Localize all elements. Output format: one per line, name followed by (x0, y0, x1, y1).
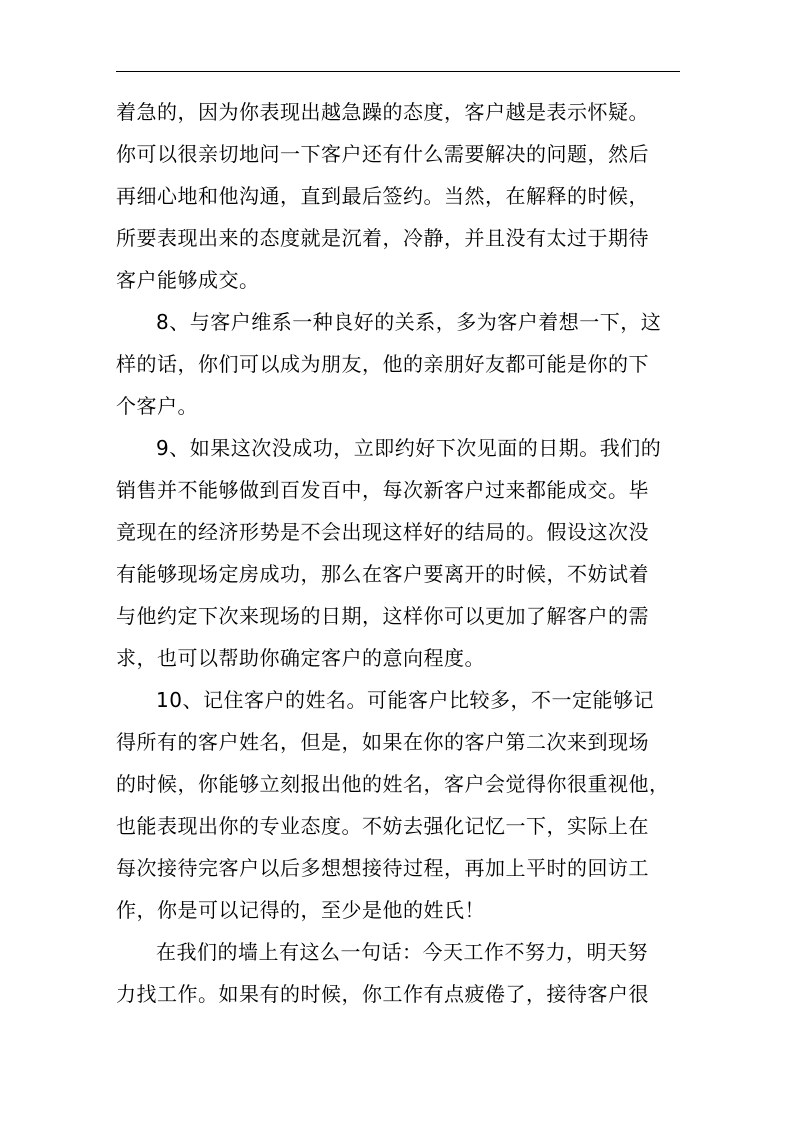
text-line: 销售并不能够做到百发百中，每次新客户过来都能成交。毕 (116, 478, 649, 502)
text-line: 个客户。 (116, 394, 198, 418)
text-line: 你可以很亲切地问一下客户还有什么需要解决的问题，然后 (116, 142, 649, 166)
paragraph-wall-start: 在我们的墙上有这么一句话：今天工作不努力，明天努 (156, 940, 648, 964)
header-rule (116, 71, 680, 72)
text-line: 得所有的客户姓名，但是，如果在你的客户第二次来到现场 (116, 730, 649, 754)
text-line: 求，也可以帮助你确定客户的意向程度。 (116, 646, 485, 670)
text-line: 客户能够成交。 (116, 268, 260, 292)
text-line: 与他约定下次来现场的日期，这样你可以更加了解客户的需 (116, 604, 649, 628)
text-line: 有能够现场定房成功，那么在客户要离开的时候，不妨试着 (116, 562, 649, 586)
text-line: 力找工作。如果有的时候，你工作有点疲倦了，接待客户很 (116, 982, 649, 1006)
text-line: 作，你是可以记得的，至少是他的姓氏！ (116, 898, 485, 922)
paragraph-9-start: 9、如果这次没成功，立即约好下次见面的日期。我们的 (156, 436, 662, 460)
text-line: 再细心地和他沟通，直到最后签约。当然，在解释的时候， (116, 184, 649, 208)
paragraph-10-start: 10、记住客户的姓名。可能客户比较多，不一定能够记 (156, 688, 654, 712)
text-line: 的时候，你能够立刻报出他的姓名，客户会觉得你很重视他， (116, 772, 670, 796)
text-line: 每次接待完客户以后多想想接待过程，再加上平时的回访工 (116, 856, 649, 880)
paragraph-8-start: 8、与客户维系一种良好的关系，多为客户着想一下，这 (156, 310, 662, 334)
text-line: 样的话，你们可以成为朋友，他的亲朋好友都可能是你的下 (116, 352, 649, 376)
text-line: 也能表现出你的专业态度。不妨去强化记忆一下，实际上在 (116, 814, 649, 838)
text-line: 着急的，因为你表现出越急躁的态度，客户越是表示怀疑。 (116, 100, 649, 124)
text-line: 所要表现出来的态度就是沉着，冷静，并且没有太过于期待 (116, 226, 649, 250)
document-body (116, 91, 696, 1015)
text-line: 竟现在的经济形势是不会出现这样好的结局的。假设这次没 (116, 520, 649, 544)
